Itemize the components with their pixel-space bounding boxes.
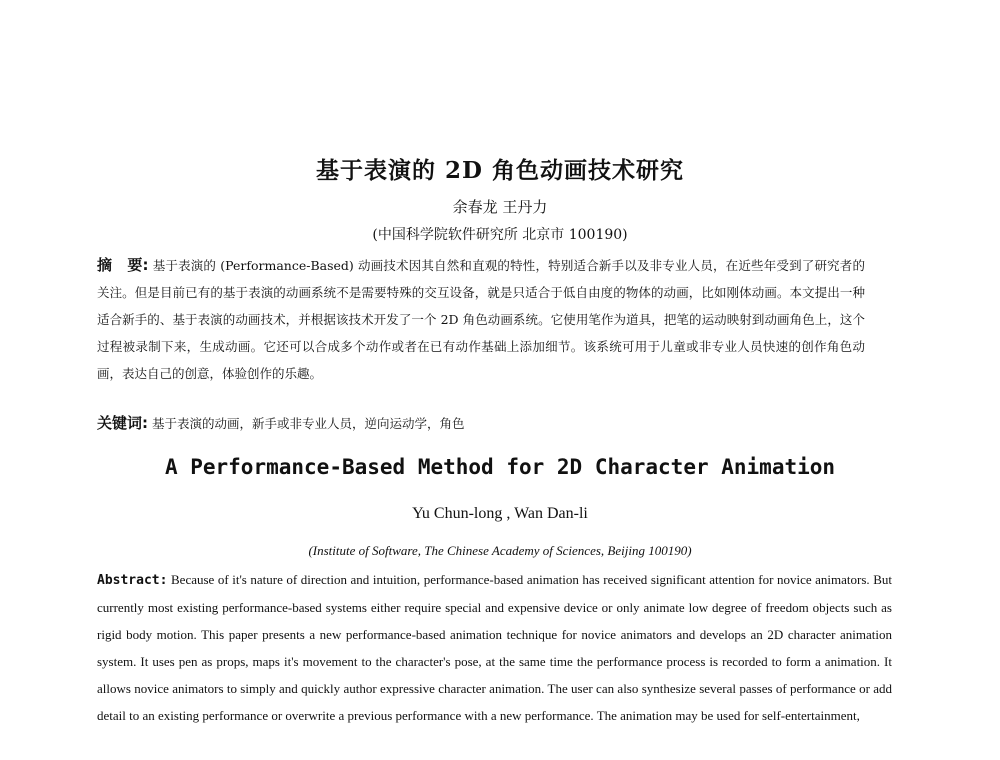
- chinese-keywords-label: 关键词:: [97, 414, 148, 432]
- chinese-keywords: [97, 412, 865, 435]
- english-affiliation: (Institute of Software, The Chinese Academy of Sciences, Beijing 100190): [308, 543, 692, 558]
- chinese-authors: 余春龙 王丹力: [452, 198, 548, 216]
- english-abstract-text: Because of it's nature of direction and intuition, performance-based animation has received significant attention for novice animators. But currently most existing performance-based systems either require special and expensive device or only animate low degree of freedom objects such as rigid body motion. This paper presents a new performance-based animation technique for novice animators and develops an 2D character animation system. It uses pen as props, maps it's movement to the character's pose, at the same time the performance process is recorded to form a animation. It allows novice animators to simply and quickly author expressive character animation. The user can also synthesize several passes of performance or add detail to an existing performance or overwrite a previous performance with a new performance. The animation may be used for self-entertainment,: [97, 572, 892, 723]
- english-abstract: [97, 566, 892, 729]
- chinese-keywords-text: 基于表演的动画，新手或非专业人员，逆向运动学，角色: [151, 416, 465, 431]
- chinese-abstract: [97, 252, 865, 387]
- english-authors: Yu Chun-long , Wan Dan-li: [412, 505, 588, 522]
- chinese-abstract-text: 基于表演的 (Performance-Based) 动画技术因其自然和直观的特性，特别适合新手以及非专业人员，在近些年受到了研究者的关注。但是目前已有的基于表演的动画系统不是需要特殊的交互设备，就是只适合于低自由度的物体的动画，比如刚体动画。本文提出一种适合新手的、基于表演的动画技术，并根据该技术开发了一个 2D 角色动画系统。它使用笔作为道具，把笔的运动映射到动画角色上，这个过程被录制下来，生成动画。它还可以合成多个动作或者在已有动作基础上添加细节。该系统可用于儿童或非专业人员快速的创作角色动画，表达自己的创意，体验创作的乐趣。: [97, 258, 865, 381]
- chinese-abstract-label: 摘 要:: [97, 256, 149, 274]
- english-title: A Performance-Based Method for 2D Character Animation: [164, 455, 836, 479]
- chinese-title: 基于表演的 2D 角色动画技术研究: [316, 157, 684, 184]
- english-abstract-label: Abstract:: [97, 573, 168, 588]
- chinese-affiliation: (中国科学院软件研究所 北京市 100190): [372, 227, 628, 243]
